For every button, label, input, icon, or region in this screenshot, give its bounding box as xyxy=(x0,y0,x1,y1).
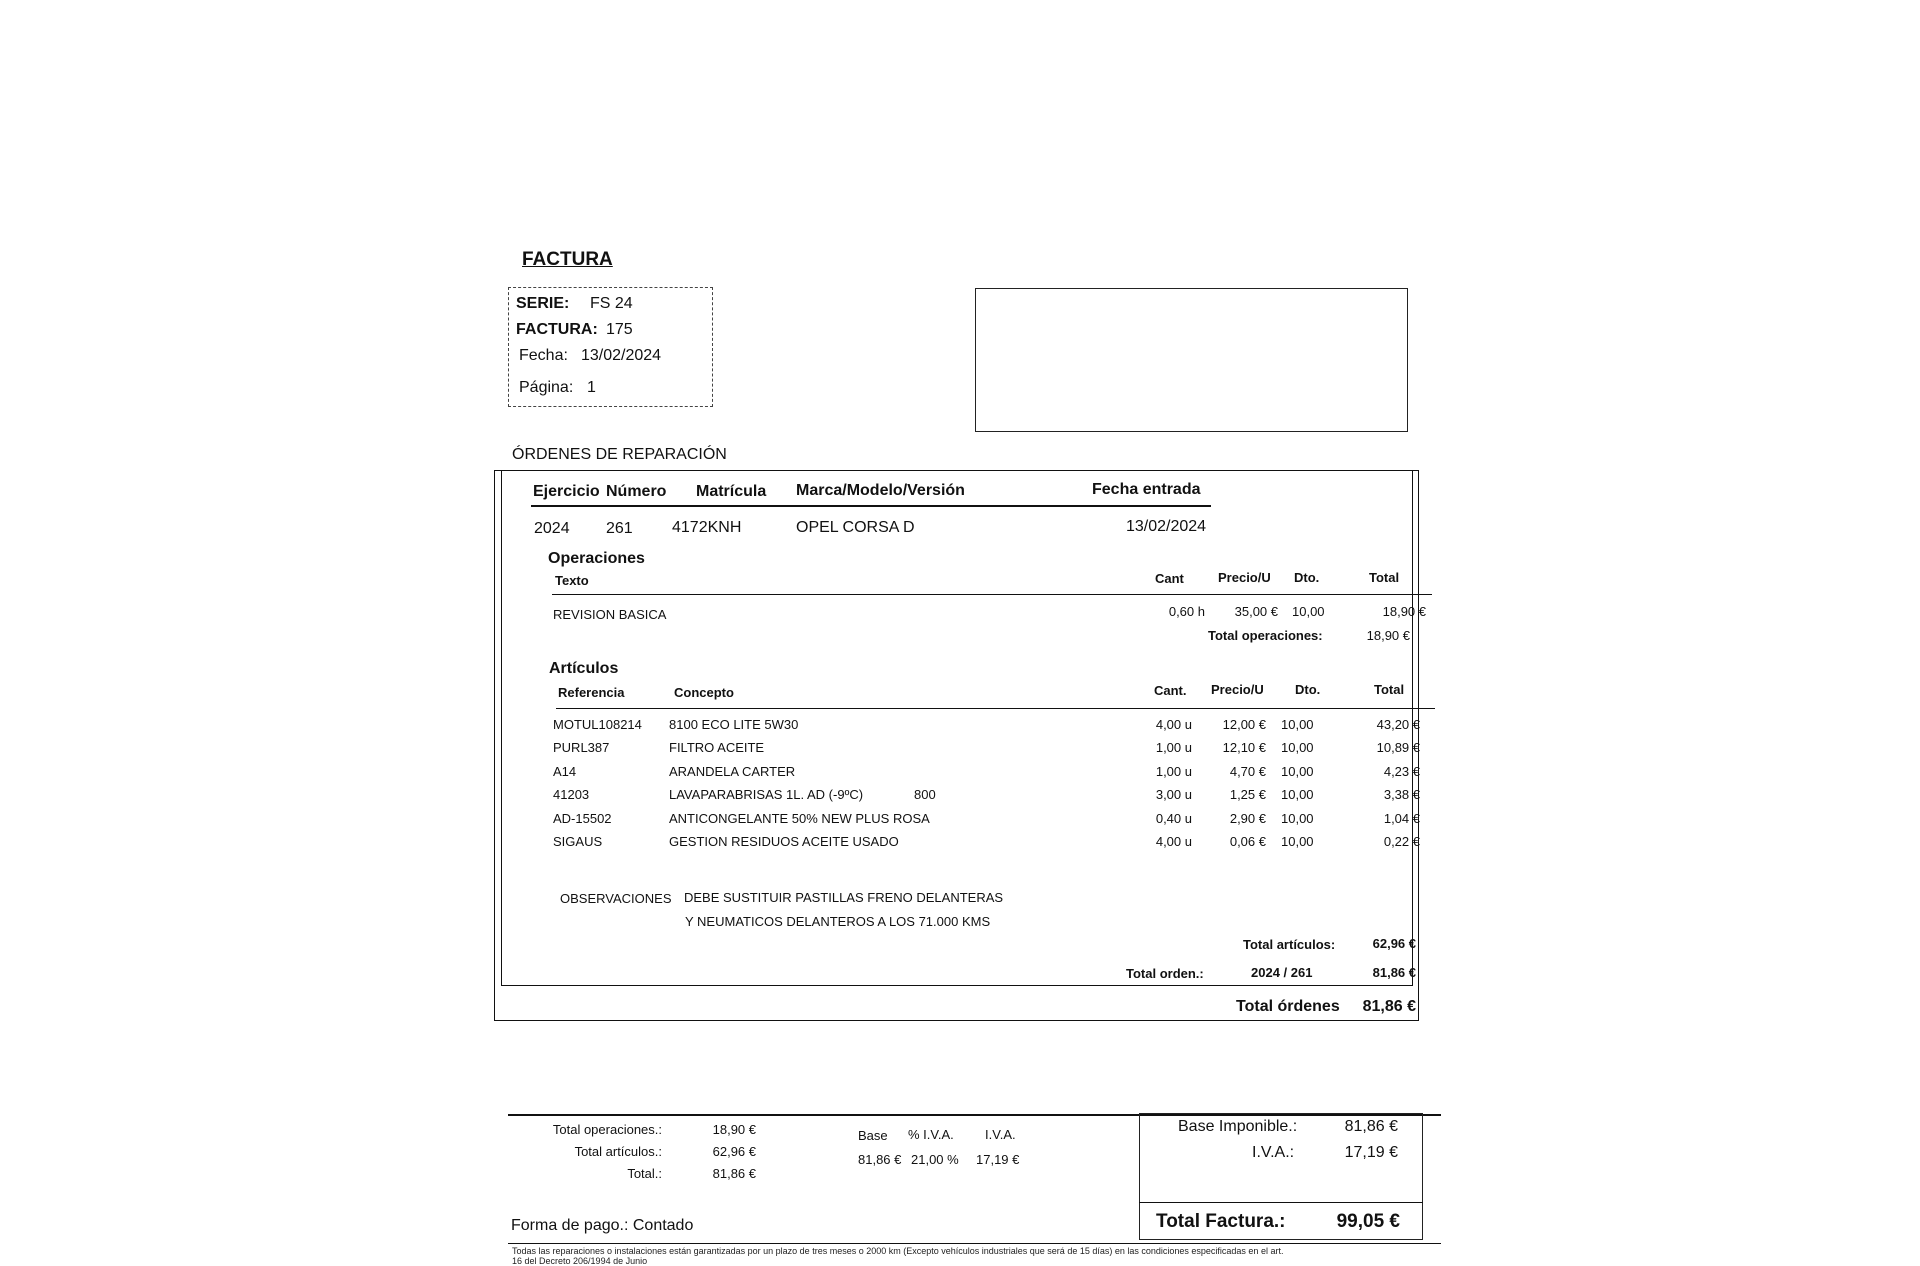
art-cant: 4,00 u xyxy=(1155,834,1192,849)
ejercicio-value: 2024 xyxy=(534,520,570,537)
operaciones-rule xyxy=(552,594,1432,595)
art-dto: 10,00 xyxy=(1281,717,1314,732)
legal-rule xyxy=(508,1243,1441,1244)
foot-base-value: 81,86 € xyxy=(858,1152,902,1167)
serie-value: FS 24 xyxy=(590,295,633,312)
serie-label: SERIE: xyxy=(516,295,570,312)
col-numero: Número xyxy=(606,483,667,500)
total-ordenes-value: 81,86 € xyxy=(1362,998,1416,1015)
art-total: 43,20 € xyxy=(1376,717,1420,732)
forma-pago-value: Contado xyxy=(632,1217,694,1234)
pagina-value: 1 xyxy=(587,379,596,396)
foot-iva-label: I.V.A. xyxy=(985,1127,1016,1142)
foot-total-value: 81,86 € xyxy=(712,1166,756,1181)
total-orden-ref: 2024 / 261 xyxy=(1251,965,1313,980)
art-col-cant: Cant. xyxy=(1154,683,1187,698)
forma-pago-label: Forma de pago.: xyxy=(511,1217,629,1234)
total-factura-label: Total Factura.: xyxy=(1156,1211,1286,1232)
art-concepto: ARANDELA CARTER xyxy=(669,763,796,779)
col-fecha-entrada: Fecha entrada xyxy=(1092,481,1201,498)
articulos-title: Artículos xyxy=(549,660,619,677)
art-total: 3,38 € xyxy=(1383,787,1420,803)
orders-header-rule xyxy=(531,505,1211,507)
foot-tot-op-label: Total operaciones.: xyxy=(552,1122,662,1137)
invoice-title: FACTURA xyxy=(522,249,613,270)
art-cant: 3,00 u xyxy=(1155,787,1192,803)
op-cant: 0,60 h xyxy=(1168,604,1205,619)
foot-tot-art-label: Total artículos.: xyxy=(574,1144,662,1159)
art-cant: 0,40 u xyxy=(1155,810,1192,826)
ordenes-title: ÓRDENES DE REPARACIÓN xyxy=(512,446,727,463)
art-col-precio: Precio/U xyxy=(1211,682,1264,697)
art-concepto: LAVAPARABRISAS 1L. AD (-9ºC) xyxy=(669,787,864,803)
art-ref: MOTUL108214 xyxy=(553,717,642,732)
base-imponible-label: Base Imponible.: xyxy=(1178,1118,1298,1135)
art-total: 1,04 € xyxy=(1383,810,1420,826)
total-factura-value: 99,05 € xyxy=(1336,1211,1400,1232)
fecha-label: Fecha: xyxy=(519,347,568,364)
fecha-entrada-value: 13/02/2024 xyxy=(1126,518,1207,535)
art-dto: 10,00 xyxy=(1281,740,1314,756)
art-col-total: Total xyxy=(1374,682,1405,697)
base-imponible-value: 81,86 € xyxy=(1344,1118,1398,1135)
art-concepto: FILTRO ACEITE xyxy=(669,740,765,756)
art-concepto: 8100 ECO LITE 5W30 xyxy=(669,717,799,732)
legal-line1: Todas las reparaciones o instalaciones están garantizadas por un plazo de tres meses o 2000 km (Excepto vehículos industriales que será de 15 días) en las condiciones especificadas en el art. xyxy=(512,1246,1284,1256)
art-precio: 12,00 € xyxy=(1222,717,1266,732)
operaciones-title: Operaciones xyxy=(548,550,645,567)
art-ref: AD-15502 xyxy=(553,810,612,826)
art-dto: 10,00 xyxy=(1281,763,1314,779)
op-total: 18,90 € xyxy=(1382,604,1426,619)
foot-total-label: Total.: xyxy=(627,1166,662,1181)
op-col-cant: Cant xyxy=(1155,571,1184,586)
observaciones-label: OBSERVACIONES xyxy=(560,891,672,906)
iva-total-value: 17,19 € xyxy=(1344,1144,1398,1161)
art-ref: 41203 xyxy=(553,787,590,803)
op-col-total: Total xyxy=(1369,570,1400,585)
op-col-texto: Texto xyxy=(555,573,589,588)
foot-iva-value: 17,19 € xyxy=(976,1152,1020,1167)
total-ordenes-label: Total órdenes xyxy=(1236,998,1340,1015)
art-total: 10,89 € xyxy=(1376,740,1420,756)
col-matricula: Matrícula xyxy=(696,483,767,500)
address-box xyxy=(975,288,1408,432)
op-col-precio: Precio/U xyxy=(1218,570,1271,585)
art-col-ref: Referencia xyxy=(558,685,625,700)
art-cant: 4,00 u xyxy=(1155,717,1192,732)
art-ref: PURL387 xyxy=(553,740,610,756)
total-orden-label: Total orden.: xyxy=(1126,966,1204,981)
art-dto: 10,00 xyxy=(1281,810,1314,826)
foot-tot-art-value: 62,96 € xyxy=(712,1144,756,1159)
op-precio: 35,00 € xyxy=(1234,604,1278,619)
fecha-value: 13/02/2024 xyxy=(581,347,662,364)
art-ref: SIGAUS xyxy=(553,834,603,849)
art-precio: 2,90 € xyxy=(1229,810,1266,826)
art-total: 0,22 € xyxy=(1383,834,1420,849)
factura-value: 175 xyxy=(606,321,633,338)
op-col-dto: Dto. xyxy=(1294,570,1320,585)
matricula-value: 4172KNH xyxy=(672,519,742,536)
art-precio: 12,10 € xyxy=(1222,740,1266,756)
foot-iva-pct-value: 21,00 % xyxy=(911,1152,959,1167)
totals-box-divider xyxy=(1139,1202,1423,1203)
articulos-rule xyxy=(556,708,1435,709)
factura-label: FACTURA: xyxy=(516,321,598,338)
pagina-label: Página: xyxy=(519,379,574,396)
art-total-label: Total artículos: xyxy=(1243,937,1336,952)
art-ref: A14 xyxy=(553,763,577,779)
op-texto: REVISION BASICA xyxy=(553,607,667,622)
art-total-value: 62,96 € xyxy=(1372,936,1416,951)
art-extra: 800 xyxy=(914,787,936,803)
art-dto: 10,00 xyxy=(1281,834,1314,849)
art-concepto: GESTION RESIDUOS ACEITE USADO xyxy=(669,834,899,849)
art-cant: 1,00 u xyxy=(1155,763,1192,779)
col-ejercicio: Ejercicio xyxy=(533,483,600,500)
art-precio: 0,06 € xyxy=(1229,834,1266,849)
iva-total-label: I.V.A.: xyxy=(1252,1144,1295,1161)
op-dto: 10,00 xyxy=(1292,604,1325,619)
art-col-concepto: Concepto xyxy=(674,685,734,700)
art-dto: 10,00 xyxy=(1281,787,1314,803)
foot-iva-pct-label: % I.V.A. xyxy=(908,1127,954,1142)
op-total-label: Total operaciones: xyxy=(1208,628,1323,643)
col-vehiculo: Marca/Modelo/Versión xyxy=(796,482,965,499)
forma-pago xyxy=(511,1217,693,1235)
art-precio: 1,25 € xyxy=(1229,787,1266,803)
legal-line2: 16 del Decreto 206/1994 de Junio xyxy=(512,1256,648,1266)
observaciones-line1: DEBE SUSTITUIR PASTILLAS FRENO DELANTERAS xyxy=(684,890,1004,905)
observaciones-line2: Y NEUMATICOS DELANTEROS A LOS 71.000 KMS xyxy=(685,914,991,929)
foot-tot-op-value: 18,90 € xyxy=(712,1122,756,1137)
art-col-dto: Dto. xyxy=(1295,682,1321,697)
op-total-value: 18,90 € xyxy=(1366,628,1410,643)
foot-base-label: Base xyxy=(858,1128,888,1143)
art-precio: 4,70 € xyxy=(1229,763,1266,779)
art-cant: 1,00 u xyxy=(1155,740,1192,756)
art-total: 4,23 € xyxy=(1383,763,1420,779)
art-concepto: ANTICONGELANTE 50% NEW PLUS ROSA xyxy=(669,810,930,826)
vehiculo-value: OPEL CORSA D xyxy=(796,519,915,536)
total-orden-value: 81,86 € xyxy=(1372,965,1416,980)
numero-value: 261 xyxy=(606,520,633,537)
